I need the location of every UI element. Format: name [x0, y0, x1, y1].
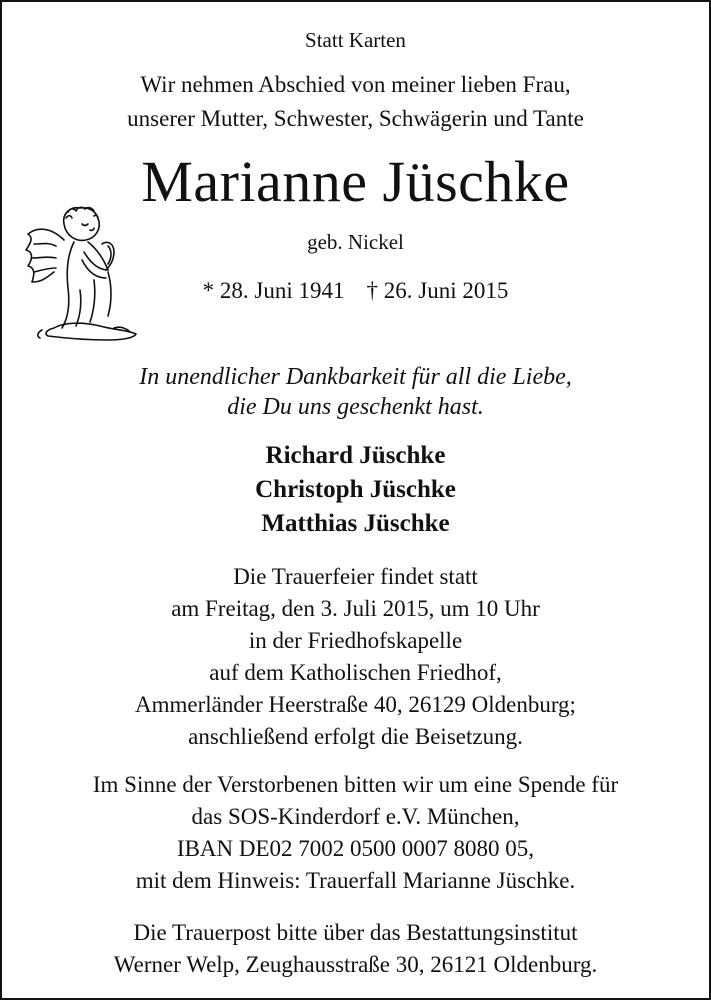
birth-name: geb. Nickel — [307, 230, 404, 254]
service-line: in der Friedhofskapelle — [248, 628, 463, 653]
mourner-name: Richard Jüschke — [265, 442, 446, 469]
intro-line-2: unserer Mutter, Schwester, Schwägerin und Tante — [127, 106, 584, 131]
quote-line-2: die Du uns geschenkt hast. — [227, 394, 484, 420]
donation-line: das SOS-Kinderdorf e.V. München, — [191, 804, 520, 829]
mourner-name: Christoph Jüschke — [255, 476, 456, 503]
service-line: Die Trauerfeier findet statt — [233, 564, 478, 589]
praying-angel-icon — [24, 200, 142, 342]
donation-line: Im Sinne der Verstorbenen bitten wir um eine Spende für — [92, 772, 619, 797]
footer-line: Werner Welp, Zeughausstraße 30, 26121 Oldenburg. — [113, 952, 598, 977]
donation-line: mit dem Hinweis: Trauerfall Marianne Jüschke. — [135, 868, 576, 893]
service-line: am Freitag, den 3. Juli 2015, um 10 Uhr — [171, 596, 540, 621]
death-date: † 26. Juni 2015 — [366, 278, 509, 303]
birth-date: * 28. Juni 1941 — [202, 278, 345, 303]
footer-line: Die Trauerpost bitte über das Bestattungsinstitut — [133, 920, 578, 945]
intro-line-1: Wir nehmen Abschied von meiner lieben Frau, — [140, 72, 571, 97]
mourner-name: Matthias Jüschke — [261, 510, 450, 537]
quote-line-1: In unendlicher Dankbarkeit für all die Liebe, — [139, 364, 572, 390]
service-line: anschließend erfolgt die Beisetzung. — [188, 724, 523, 749]
pre-title: Statt Karten — [305, 28, 406, 52]
service-line: auf dem Katholischen Friedhof, — [209, 660, 502, 685]
deceased-name: Marianne Jüschke — [141, 149, 570, 214]
donation-line: IBAN DE02 7002 0500 0007 8080 05, — [176, 836, 535, 861]
service-line: Ammerländer Heerstraße 40, 26129 Oldenburg; — [135, 692, 576, 717]
life-dates — [2, 278, 709, 304]
